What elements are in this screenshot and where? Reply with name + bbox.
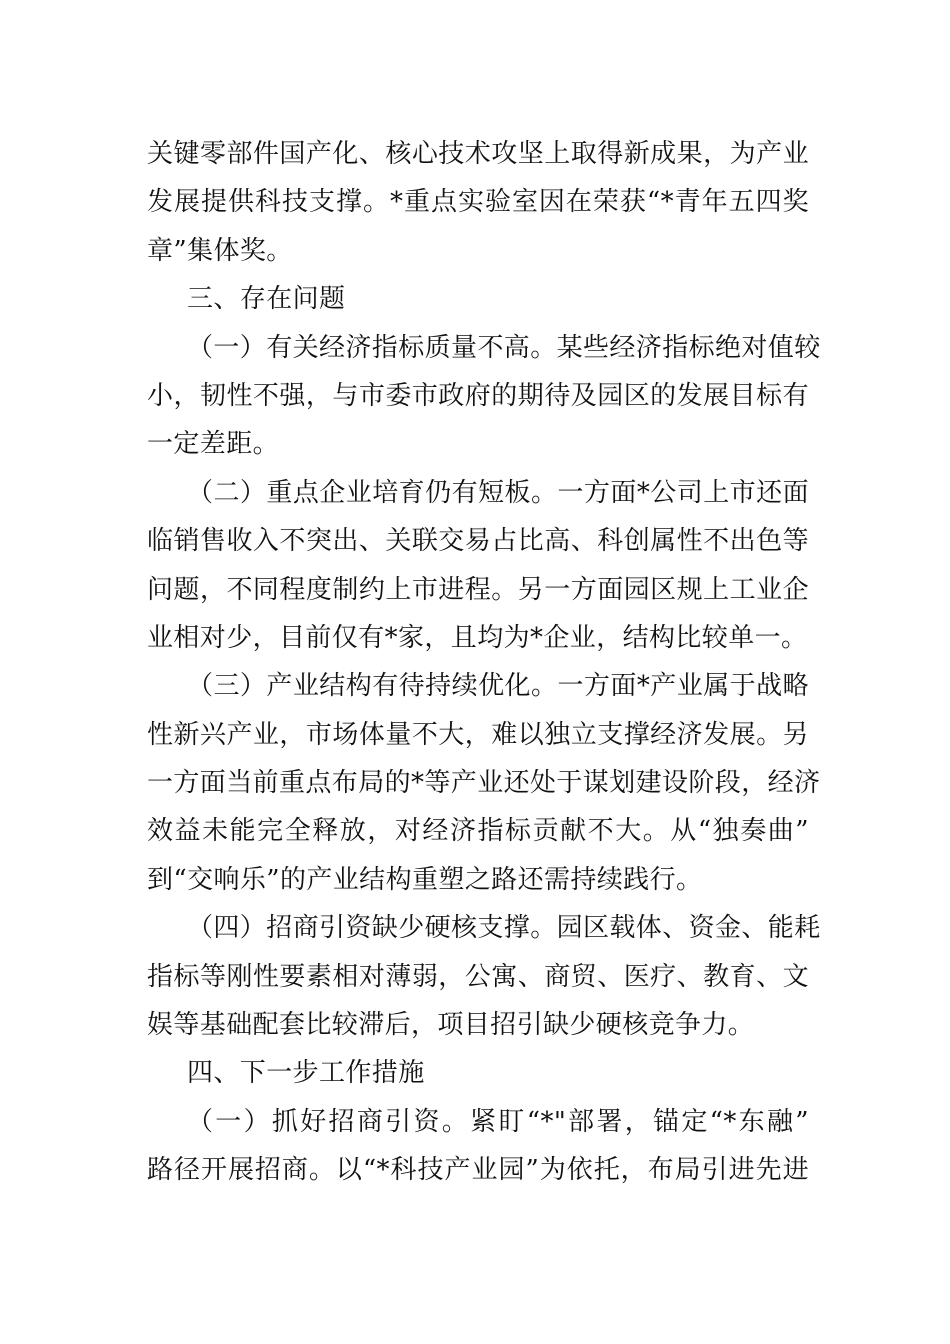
text-line: 性新兴产业，市场体量不大，难以独立支撑经济发展。另 xyxy=(147,719,809,750)
text-line: 一定差距。 xyxy=(147,429,280,460)
paragraph-first-line: （二）重点企业培育仍有短板。一方面*公司上市还面 xyxy=(187,477,809,508)
paragraph-first-line: （四）招商引资缺少硬核支撑。园区载体、资金、能耗 xyxy=(187,913,821,944)
text-line: 发展提供科技支撑。*重点实验室因在荣获“*青年五四奖 xyxy=(147,187,809,218)
text-line: 小，韧性不强，与市委市政府的期待及园区的发展目标有 xyxy=(147,380,809,411)
text-line: 效益未能完全释放，对经济指标贡献不大。从“独奏曲” xyxy=(147,816,809,847)
section-heading: 四、下一步工作措施 xyxy=(187,1058,425,1089)
text-line: 娱等基础配套比较滞后，项目招引缺少硬核竞争力。 xyxy=(147,1010,755,1041)
paragraph-first-line: （三）产业结构有待持续优化。一方面*产业属于战略 xyxy=(187,671,809,702)
text-line: 问题，不同程度制约上市进程。另一方面园区规上工业企 xyxy=(147,574,809,605)
text-line: 章”集体奖。 xyxy=(147,235,293,266)
text-line: 指标等刚性要素相对薄弱，公寓、商贸、医疗、教育、文 xyxy=(147,961,809,992)
text-line: 关键零部件国产化、核心技术攻坚上取得新成果，为产业 xyxy=(147,139,809,169)
paragraph-first-line: （一）抓好招商引资。紧盯“*"部署，锚定“*东融” xyxy=(187,1106,809,1137)
paragraph-first-line: （一）有关经济指标质量不高。某些经济指标绝对值较 xyxy=(187,332,821,363)
text-line: 到“交响乐”的产业结构重塑之路还需持续践行。 xyxy=(147,864,703,895)
text-line: 路径开展招商。以“*科技产业园”为依托，布局引进先进 xyxy=(147,1155,809,1186)
document-body xyxy=(147,130,821,1195)
text-line: 业相对少，目前仅有*家，且均为*企业，结构比较单一。 xyxy=(147,622,808,653)
text-line: 临销售收入不突出、关联交易占比高、科创属性不出色等 xyxy=(147,526,809,557)
text-line: 一方面当前重点布局的*等产业还处于谋划建设阶段，经济 xyxy=(147,768,821,799)
section-heading: 三、存在问题 xyxy=(187,284,346,315)
